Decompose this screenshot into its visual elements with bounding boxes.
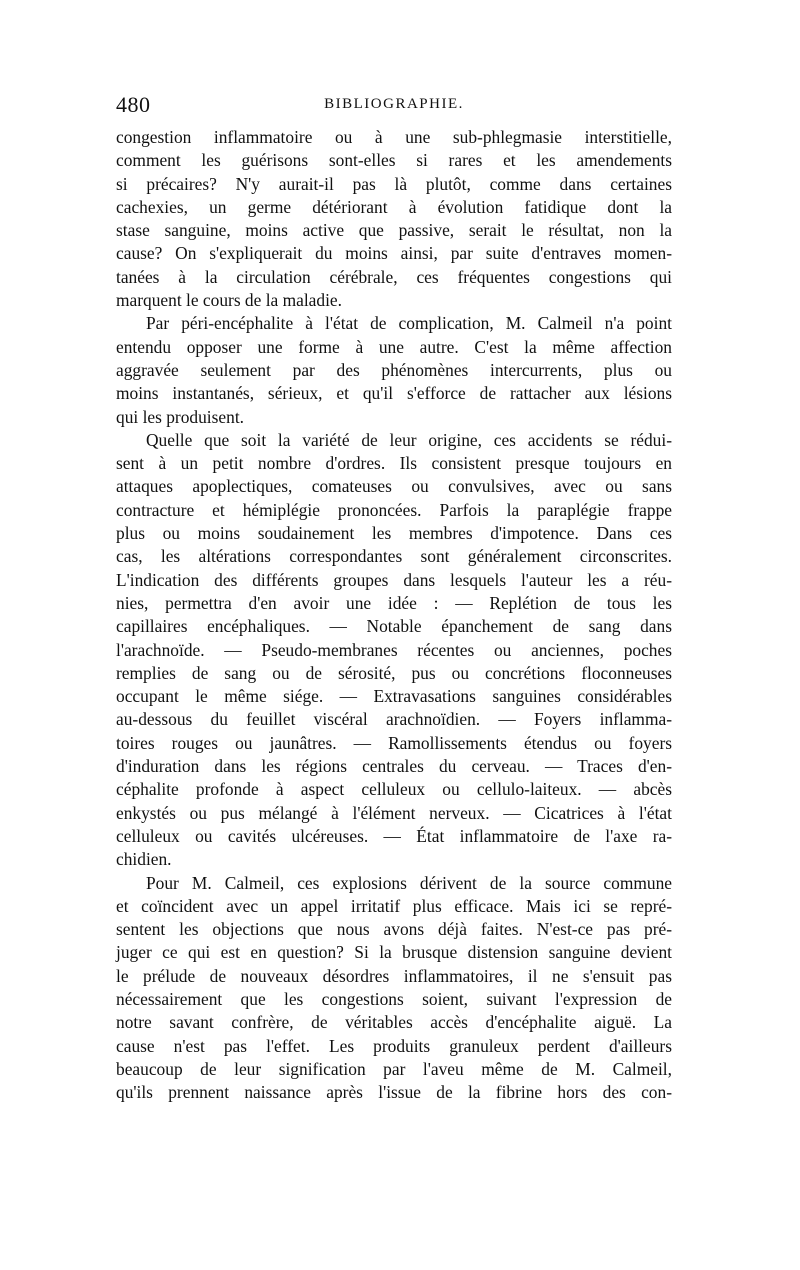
text-line: d'induration dans les régions centrales du cerveau. — Traces d'en- — [116, 756, 672, 777]
text-line: l'arachnoïde. — Pseudo-membranes récentes ou anciennes, poches — [116, 639, 672, 660]
text-line: L'indication des différents groupes dans lesquels l'auteur les a réu- — [116, 569, 672, 590]
text-line: cas, les altérations correspondantes sont généralement circonscrites. — [116, 546, 672, 567]
text-line: Pour M. Calmeil, ces explosions dérivent de la source commune — [146, 872, 672, 893]
text-line: nécessairement que les congestions soient, suivant l'expression de — [116, 988, 672, 1009]
text-line: nies, permettra d'en avoir une idée : — Replétion de tous les — [116, 592, 672, 613]
text-line: au-dessous du feuillet viscéral arachnoïdien. — Foyers inflamma- — [116, 709, 672, 730]
text-line: stase sanguine, moins active que passive, serait le résultat, non la — [116, 220, 672, 241]
text-line: Par péri-encéphalite à l'état de complication, M. Calmeil n'a point — [146, 313, 672, 334]
text-line: Quelle que soit la variété de leur origine, ces accidents se rédui- — [146, 429, 672, 450]
text-line: le prélude de nouveaux désordres inflammatoires, il ne s'ensuit pas — [116, 965, 672, 986]
text-line: céphalite profonde à aspect celluleux ou cellulo-laiteux. — abcès — [116, 779, 672, 800]
text-line: cause? On s'expliquerait du moins ainsi, par suite d'entraves momen- — [116, 243, 672, 264]
text-line: plus ou moins soudainement les membres d'impotence. Dans ces — [116, 523, 672, 544]
text-line: marquent le cours de la maladie. — [116, 290, 342, 311]
page-header — [116, 92, 672, 120]
text-line: et coïncident avec un appel irritatif plus efficace. Mais ici se repré- — [116, 895, 672, 916]
text-line: celluleux ou cavités ulcéreuses. — État inflammatoire de l'axe ra- — [116, 825, 672, 846]
text-line: entendu opposer une forme à une autre. C'est la même affection — [116, 336, 672, 357]
text-line: capillaires encéphaliques. — Notable épanchement de sang dans — [116, 616, 672, 637]
text-line: chidien. — [116, 849, 172, 870]
text-line: beaucoup de leur signification par l'aveu même de M. Calmeil, — [116, 1058, 672, 1079]
text-line: cause n'est pas l'effet. Les produits granuleux perdent d'ailleurs — [116, 1035, 672, 1056]
text-line: cachexies, un germe détériorant à évolution fatidique dont la — [116, 196, 672, 217]
text-line: attaques apoplectiques, comateuses ou convulsives, avec ou sans — [116, 476, 672, 497]
running-head: BIBLIOGRAPHIE. — [324, 96, 464, 112]
text-line: sent à un petit nombre d'ordres. Ils consistent presque toujours en — [116, 453, 672, 474]
text-line: aggravée seulement par des phénomènes intercurrents, plus ou — [116, 359, 672, 380]
text-line: comment les guérisons sont-elles si rares et les amendements — [116, 150, 672, 171]
text-line: occupant le même siége. — Extravasations sanguines considérables — [116, 686, 672, 707]
text-line: juger ce qui est en question? Si la brusque distension sanguine devient — [116, 942, 672, 963]
body-text — [116, 126, 672, 1104]
text-line: notre savant confrère, de véritables accès d'encéphalite aiguë. La — [116, 1012, 672, 1033]
text-line: tanées à la circulation cérébrale, ces fréquentes congestions qui — [116, 266, 672, 287]
text-line: toires rouges ou jaunâtres. — Ramollissements étendus ou foyers — [116, 732, 672, 753]
text-line: sentent les objections que nous avons déjà faites. N'est-ce pas pré- — [116, 919, 672, 940]
text-line: contracture et hémiplégie prononcées. Parfois la paraplégie frappe — [116, 499, 672, 520]
text-line: qui les produisent. — [116, 406, 245, 427]
page-number: 480 — [116, 92, 151, 117]
text-line: remplies de sang ou de sérosité, pus ou concrétions floconneuses — [116, 662, 672, 683]
text-line: congestion inflammatoire ou à une sub-phlegmasie interstitielle, — [116, 127, 672, 147]
text-line: enkystés ou pus mélangé à l'élément nerveux. — Cicatrices à l'état — [116, 802, 672, 823]
text-line: si précaires? N'y aurait-il pas là plutôt, comme dans certaines — [116, 173, 672, 194]
text-line: moins instantanés, sérieux, et qu'il s'efforce de rattacher aux lésions — [116, 383, 672, 404]
text-line: qu'ils prennent naissance après l'issue de la fibrine hors des con- — [116, 1082, 672, 1103]
